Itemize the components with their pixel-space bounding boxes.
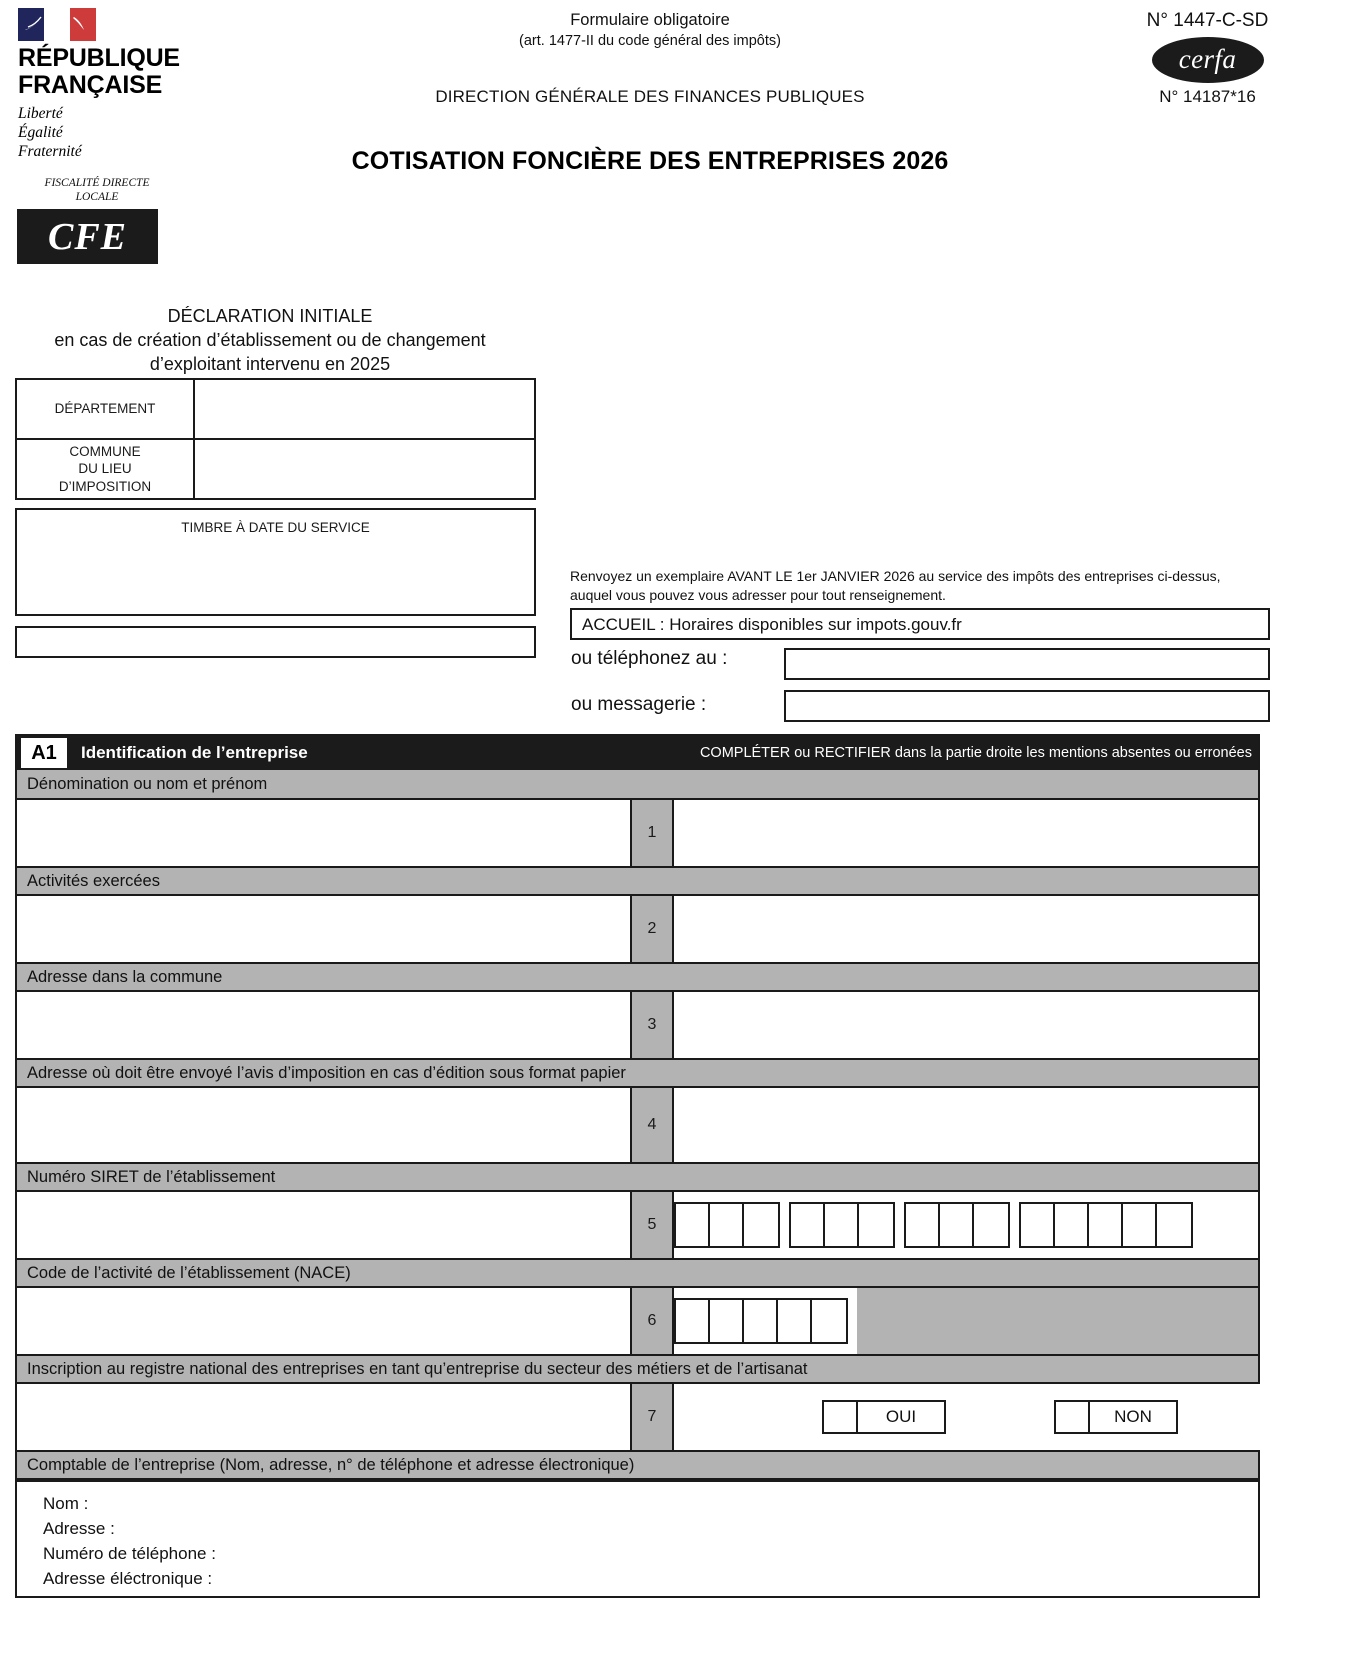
oui-checkbox[interactable] — [824, 1402, 858, 1432]
directorate-name: DIRECTION GÉNÉRALE DES FINANCES PUBLIQUES — [435, 86, 865, 106]
cerfa-form-number: N° 1447-C-SD — [1146, 10, 1269, 31]
character-box[interactable] — [812, 1300, 846, 1342]
activites-input[interactable] — [674, 896, 1258, 962]
messagerie-input[interactable] — [784, 690, 1270, 722]
character-box[interactable] — [859, 1204, 893, 1246]
band-registre-national: Inscription au registre national des entreprises en tant qu’entreprise du secteur des métiers et de l’artisanat — [17, 1354, 1258, 1384]
character-box[interactable] — [825, 1204, 859, 1246]
row-number-4: 4 — [632, 1088, 674, 1162]
siret-character-boxes[interactable] — [674, 1192, 1202, 1258]
row-denomination — [17, 800, 1258, 866]
band-adresse-commune: Adresse dans la commune — [17, 962, 1258, 992]
phone-input[interactable] — [784, 648, 1270, 680]
registre-answer-area — [674, 1384, 1286, 1450]
section-a1-note: COMPLÉTER ou RECTIFIER dans la partie droite les mentions absentes ou erronées — [699, 745, 1252, 761]
siret-preprinted-cell — [17, 1192, 632, 1258]
denomination-preprinted-cell — [17, 800, 632, 866]
row-number-5: 5 — [632, 1192, 674, 1258]
character-box-group-1[interactable] — [674, 1298, 848, 1344]
french-flag-icon — [18, 8, 96, 41]
character-box-group-4[interactable] — [1019, 1202, 1193, 1248]
return-instruction: Renvoyez un exemplaire AVANT LE 1er JANVIER 2026 au service des impôts des entreprises ci-dessus, auquel vous pouvez vous adresser pour tout renseignement. — [570, 568, 1221, 603]
siret-input[interactable] — [674, 1192, 1258, 1258]
departement-label: DÉPARTEMENT — [54, 401, 156, 417]
oui-option[interactable] — [822, 1400, 946, 1434]
row-number-1: 1 — [632, 800, 674, 866]
band-siret: Numéro SIRET de l’établissement — [17, 1162, 1258, 1192]
comptable-field-3[interactable]: Numéro de téléphone : — [43, 1543, 216, 1563]
departement-label-cell — [15, 378, 195, 440]
registre-preprinted-cell — [17, 1384, 632, 1450]
extra-service-box[interactable] — [15, 626, 536, 658]
adresse-commune-preprinted-cell — [17, 992, 632, 1058]
departement-input[interactable] — [193, 378, 536, 440]
comptable-field-2[interactable]: Adresse : — [43, 1518, 115, 1538]
row-number-7: 7 — [632, 1384, 674, 1450]
nace-grey-filler — [857, 1288, 1258, 1354]
republic-name: RÉPUBLIQUE FRANÇAISE — [18, 44, 180, 99]
character-box[interactable] — [676, 1204, 710, 1246]
phone-label: ou téléphonez au : — [571, 648, 728, 669]
row-registre-national — [17, 1384, 1258, 1450]
accueil-text: ACCUEIL : Horaires disponibles sur impots.gouv.fr — [582, 615, 962, 634]
row-number-2: 2 — [632, 896, 674, 962]
character-box-group-3[interactable] — [904, 1202, 1010, 1248]
commune-input[interactable] — [193, 438, 536, 500]
character-box[interactable] — [1123, 1204, 1157, 1246]
fiscalite-directe-locale-label: FISCALITÉ DIRECTE LOCALE — [44, 177, 150, 204]
nace-preprinted-cell — [17, 1288, 632, 1354]
character-box-group-2[interactable] — [789, 1202, 895, 1248]
activites-preprinted-cell — [17, 896, 632, 962]
band-comptable: Comptable de l’entreprise (Nom, adresse, n° de téléphone et adresse électronique) — [17, 1450, 1258, 1480]
cerfa-block — [1075, 10, 1340, 107]
declaration-initiale-heading: DÉCLARATION INITIALE en cas de création d’établissement ou de changement d’exploitant intervenu en 2025 — [54, 306, 486, 374]
character-box[interactable] — [710, 1300, 744, 1342]
commune-label-cell — [15, 438, 195, 500]
republique-francaise-logo — [10, 8, 210, 162]
character-box[interactable] — [974, 1204, 1008, 1246]
nace-input[interactable] — [674, 1288, 1258, 1354]
cfe-logo-text: CFE — [47, 215, 128, 258]
oui-label: OUI — [858, 1402, 944, 1432]
character-box[interactable] — [1157, 1204, 1191, 1246]
band-adresse-avis: Adresse où doit être envoyé l’avis d’imposition en cas d’édition sous format papier — [17, 1058, 1258, 1088]
section-a1 — [15, 734, 1260, 1598]
cerfa-logo — [1152, 37, 1264, 83]
band-nace: Code de l’activité de l’établissement (NACE) — [17, 1258, 1258, 1288]
character-box[interactable] — [906, 1204, 940, 1246]
row-adresse-avis — [17, 1088, 1258, 1162]
non-checkbox[interactable] — [1056, 1402, 1090, 1432]
character-box[interactable] — [710, 1204, 744, 1246]
timbre-a-date-box[interactable] — [15, 508, 536, 616]
adresse-commune-input[interactable] — [674, 992, 1258, 1058]
row-adresse-commune — [17, 992, 1258, 1058]
non-label: NON — [1090, 1402, 1176, 1432]
adresse-avis-preprinted-cell — [17, 1088, 632, 1162]
commune-label: COMMUNE DU LIEU D’IMPOSITION — [58, 443, 152, 494]
timbre-label: TIMBRE À DATE DU SERVICE — [181, 520, 370, 535]
cerfa-logo-text: cerfa — [1178, 43, 1237, 74]
character-box[interactable] — [1089, 1204, 1123, 1246]
character-box[interactable] — [940, 1204, 974, 1246]
yes-no-group — [674, 1384, 1286, 1450]
character-box[interactable] — [1055, 1204, 1089, 1246]
character-box[interactable] — [1021, 1204, 1055, 1246]
page-title: COTISATION FONCIÈRE DES ENTREPRISES 2026 — [351, 146, 949, 175]
non-option[interactable] — [1054, 1400, 1178, 1434]
row-number-3: 3 — [632, 992, 674, 1058]
section-a1-title: Identification de l’entreprise — [81, 743, 308, 762]
band-denomination: Dénomination ou nom et prénom — [17, 770, 1258, 800]
comptable-field-1[interactable]: Nom : — [43, 1494, 89, 1513]
character-box[interactable] — [791, 1204, 825, 1246]
denomination-input[interactable] — [674, 800, 1258, 866]
band-activites: Activités exercées — [17, 866, 1258, 896]
character-box-group-1[interactable] — [674, 1202, 780, 1248]
row-nace — [17, 1288, 1258, 1354]
row-activites — [17, 896, 1258, 962]
form-mandatory-notice: Formulaire obligatoire (art. 1477-II du code général des impôts) — [519, 11, 781, 49]
comptable-field-4[interactable]: Adresse éléctronique : — [43, 1568, 213, 1588]
character-box[interactable] — [676, 1300, 710, 1342]
section-a1-header — [17, 736, 1258, 770]
adresse-avis-input[interactable] — [674, 1088, 1258, 1162]
character-box[interactable] — [744, 1204, 778, 1246]
section-a1-code: A1 — [21, 738, 67, 768]
character-box[interactable] — [744, 1300, 778, 1342]
cfe-logo — [17, 209, 158, 264]
accueil-box — [570, 608, 1270, 640]
republic-motto: Liberté Égalité Fraternité — [18, 105, 82, 160]
nace-character-boxes[interactable] — [674, 1288, 857, 1354]
messagerie-label: ou messagerie : — [571, 694, 707, 715]
row-siret — [17, 1192, 1258, 1258]
cerfa-registration-number: N° 14187*16 — [1159, 87, 1256, 106]
header-center-block — [240, 10, 1060, 176]
character-box[interactable] — [778, 1300, 812, 1342]
comptable-fields-area[interactable] — [17, 1480, 1258, 1596]
row-number-6: 6 — [632, 1288, 674, 1354]
